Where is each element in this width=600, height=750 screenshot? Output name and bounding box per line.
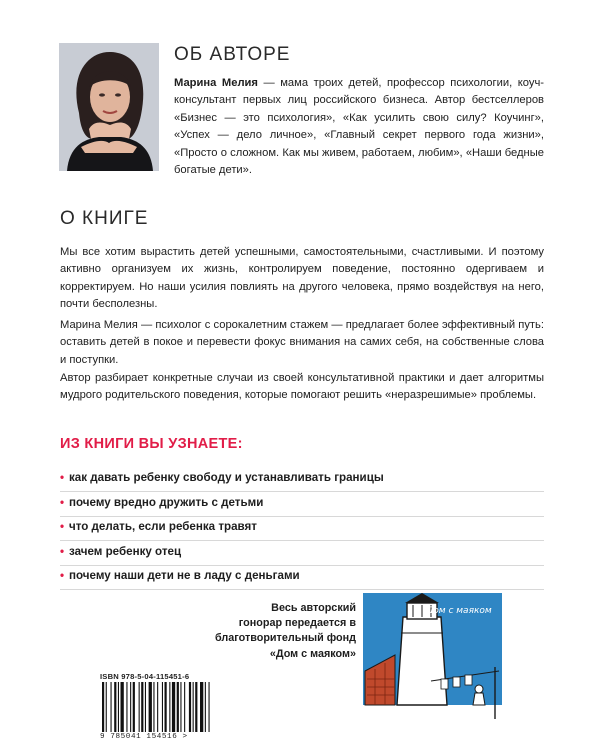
lighthouse-drawing xyxy=(363,593,502,723)
barcode-bar xyxy=(141,682,143,732)
bullet-icon: • xyxy=(60,471,65,484)
learn-heading: ИЗ КНИГИ ВЫ УЗНАЕТЕ: xyxy=(60,436,243,452)
barcode-bar xyxy=(118,682,119,732)
learn-item xyxy=(60,544,544,566)
learn-item-text: зачем ребенку отец xyxy=(69,544,182,558)
barcode-bar xyxy=(133,682,135,732)
about-book-heading: О КНИГЕ xyxy=(60,208,149,229)
barcode-bar xyxy=(102,682,104,732)
barcode-bar xyxy=(205,682,206,732)
barcode-bar xyxy=(193,682,194,732)
author-photo xyxy=(59,43,159,171)
barcode-bar xyxy=(153,682,154,732)
barcode-bar xyxy=(162,682,163,732)
barcode-bar xyxy=(184,682,185,732)
book-paragraph-3: Автор разбирает конкретные случаи из своей консультативной практики и дает алгоритмы мудрого родительского поведения, которые помогают решить «неразрешимые» проблемы. xyxy=(60,372,544,402)
barcode-bar xyxy=(209,682,210,732)
charity-note xyxy=(198,601,356,662)
learn-list xyxy=(60,470,544,593)
charity-line: Весь авторский xyxy=(271,602,356,614)
charity-line: благотворительный фонд xyxy=(215,632,356,645)
bullet-icon: • xyxy=(60,520,65,533)
barcode-bar xyxy=(169,682,170,732)
barcode-bar xyxy=(111,682,112,732)
barcode-bar xyxy=(106,682,107,732)
charity-line: гонорар передается в xyxy=(238,617,356,630)
book-paragraph-1: Мы все хотим вырастить детей успешными, самостоятельными, счастливыми. И поэтому активно организуем их жизнь, контролируем поведение, постоянно одергиваем и корректируем. Но наши усилия повлиять на другого человека, прямо воздействуя на него, почти бесполезны. xyxy=(60,246,544,311)
author-name: Марина Мелия xyxy=(174,77,258,89)
learn-item-text: что делать, если ребенка травят xyxy=(69,520,257,533)
bullet-icon: • xyxy=(60,544,65,558)
bullet-icon: • xyxy=(60,495,65,509)
svg-text:Дом с маяком: Дом с маяком xyxy=(426,606,492,616)
barcode-digits: 9 785041 154516 > xyxy=(100,733,188,741)
learn-item xyxy=(60,519,544,541)
learn-item-text: почему наши дети не в ладу с деньгами xyxy=(69,569,300,582)
barcode-bar xyxy=(165,682,167,732)
barcode-bar xyxy=(189,682,191,732)
book-paragraph-2: Марина Мелия — психолог с сорокалетним стажем — предлагает более эффективный путь: оставить детей в покое и перевести фокус внимания на самих себя, на собственные слова и поступки. xyxy=(60,319,544,366)
barcode-bar xyxy=(130,682,131,732)
bullet-icon: • xyxy=(60,569,65,582)
learn-item-text: почему вредно дружить с детьми xyxy=(69,495,264,509)
barcode-bar xyxy=(145,682,146,732)
barcode-bar xyxy=(126,682,127,732)
isbn-label: ISBN 978-5-04-115451-6 xyxy=(100,672,190,681)
barcode xyxy=(100,682,240,732)
barcode-bar xyxy=(157,682,158,732)
about-author-heading: ОБ АВТОРЕ xyxy=(174,44,291,65)
charity-line: «Дом с маяком» xyxy=(269,647,356,660)
learn-item xyxy=(60,495,544,517)
author-bio-text: — мама троих детей, профессор психологии, коуч-консультант первых лиц российского бизнеса. Автор бестселлеров «Бизнес — это психология», «Как усилить свою силу? Коучинг», «Успех — дело личное», «Главный секрет первого года жизни», «Просто о сложном. Как мы живем, работаем, любим», «Наши бедные богатые дети». xyxy=(174,77,545,177)
barcode-bar xyxy=(121,682,124,732)
barcode-bar xyxy=(200,682,203,732)
learn-item xyxy=(60,568,544,590)
barcode-bar xyxy=(172,682,175,732)
barcode-bar xyxy=(195,682,197,732)
barcode-bar xyxy=(180,682,181,732)
barcode-bar xyxy=(177,682,179,732)
barcode-bar xyxy=(149,682,152,732)
barcode-bar xyxy=(139,682,140,732)
learn-item xyxy=(60,470,544,492)
learn-item-text: как давать ребенку свободу и устанавливать границы xyxy=(69,471,384,484)
author-bio xyxy=(174,75,544,179)
barcode-bar xyxy=(114,682,116,732)
